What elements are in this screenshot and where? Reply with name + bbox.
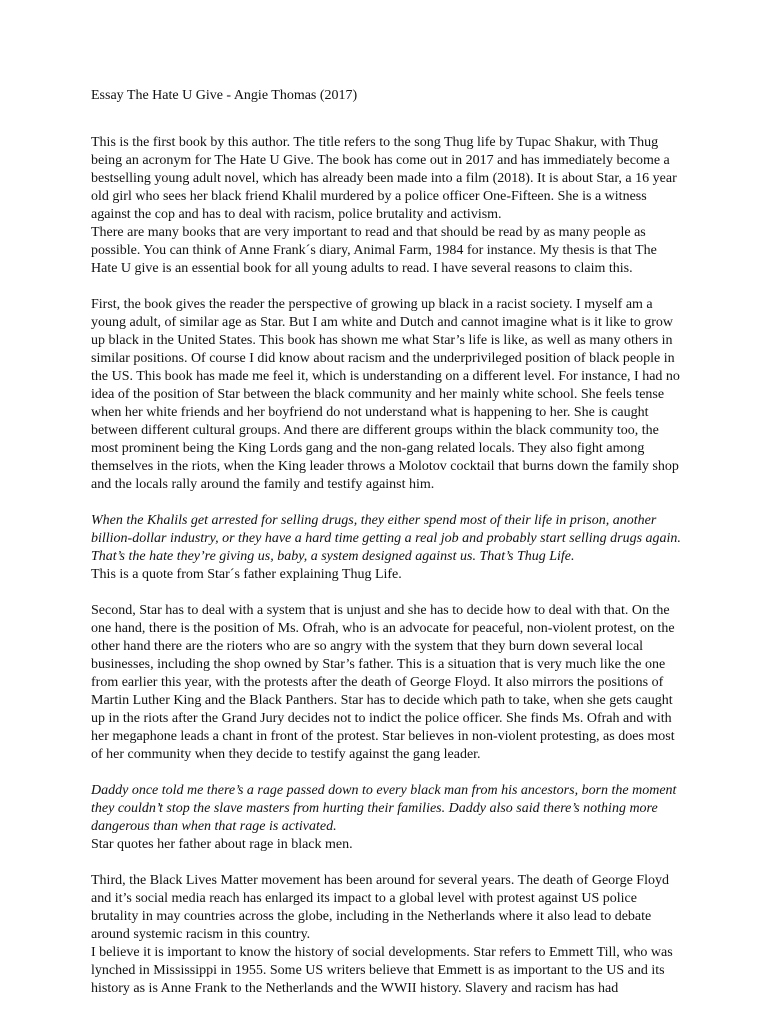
essay-title: Essay The Hate U Give - Angie Thomas (2017) [91, 88, 358, 103]
paragraph-intro: This is the first book by this author. The title refers to the song Thug life by Tupac Shakur, with Thug being an acronym for The Hate U Give. The book has come out in 2017 and has immediately become a bestselling young adult novel, which has already been made into a film (2018). It is about Star, a 16 year old girl who sees her black friend Khalil murdered by a police officer One-Fifteen. She is a witness against the cop and has to deal with racism, police brutality and activism. [91, 135, 677, 222]
paragraph-third-argument: Third, the Black Lives Matter movement has been around for several years. The death of George Floyd and it’s social media reach has enlarged its impact to a global level with protest against US police brutality in may countries across the globe, including in the Netherlands where it also lead to debate around systemic racism in this country. [91, 873, 669, 942]
paragraph-first-argument: First, the book gives the reader the perspective of growing up black in a racist society. I myself am a young adult, of similar age as Star. But I am white and Dutch and cannot imagine what is it like to grow up black in the United States. This book has shown me what Star’s life is like, as well as many others in similar positions. Of course I did know about racism and the underprivileged position of black people in the US. This book has made me feel it, which is understanding on a different level. For instance, I had no idea of the position of Star between the black community and her mainly white school. She feels tense when her white friends and her boyfriend do not understand what is happening to her. She is caught between different cultural groups. And there are different groups within the black community too, the most prominent being the King Lords gang and the non-gang related locals. They also fight among themselves in the riots, when the King leader throws a Molotov cocktail that burns down the family shop and the locals rally around the family and testify against him. [91, 297, 680, 492]
quote-caption-rage: Star quotes her father about rage in black men. [91, 837, 353, 852]
quote-caption-thug-life: This is a quote from Star´s father explaining Thug Life. [91, 567, 402, 582]
paragraph-history: I believe it is important to know the history of social developments. Star refers to Emmett Till, who was lynched in Mississippi in 1955. Some US writers believe that Emmett is as important to the US and its history as is Anne Frank to the Netherlands and the WWII history. Slavery and racism has had [91, 945, 673, 996]
quote-thug-life: When the Khalils get arrested for selling drugs, they either spend most of their life in prison, another billion-dollar industry, or they have a hard time getting a real job and probably start selling drugs again. That’s the hate they’re giving us, baby, a system designed against us. That’s Thug Life. [91, 513, 681, 564]
paragraph-thesis: There are many books that are very important to read and that should be read by as many people as possible. You can think of Anne Frank´s diary, Animal Farm, 1984 for instance. My thesis is that The Hate U give is an essential book for all young adults to read. I have several reasons to claim this. [91, 225, 657, 276]
paragraph-second-argument: Second, Star has to deal with a system that is unjust and she has to decide how to deal with that. On the one hand, there is the position of Ms. Ofrah, who is an advocate for peaceful, non-violent protest, on the other hand there are the rioters who are so angry with the system that they burn down several local businesses, including the shop owned by Star’s father. This is a situation that is very much like the one from earlier this year, with the protests after the death of George Floyd. It also mirrors the positions of Martin Luther King and the Black Panthers. Star has to decide which path to take, when she gets caught up in the riots after the Grand Jury decides not to indict the police officer. She finds Ms. Ofrah and with her megaphone leads a chant in front of the protest. Star believes in non-violent protesting, as does most of her community when they decide to testify against the gang leader. [91, 603, 675, 762]
essay-body [91, 134, 681, 998]
quote-rage: Daddy once told me there’s a rage passed down to every black man from his ancestors, born the moment they couldn’t stop the slave masters from hurting their families. Daddy also said there’s nothing more dangerous than when that rage is activated. [91, 783, 677, 834]
